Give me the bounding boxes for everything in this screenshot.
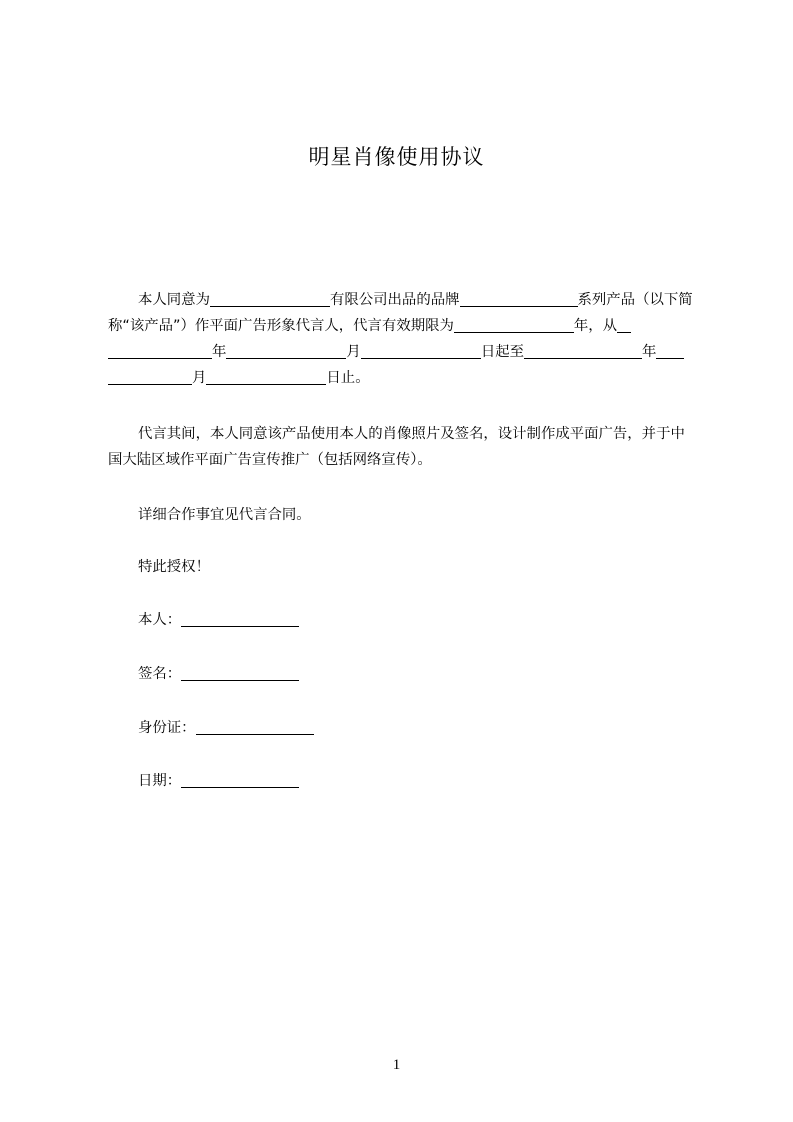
id-label: 身份证： — [138, 720, 196, 736]
date-label: 日期： — [138, 773, 182, 789]
person-label: 本人： — [138, 612, 182, 628]
date-field — [138, 768, 299, 794]
end-month-blank-a — [656, 342, 684, 359]
start-day-blank — [361, 342, 481, 359]
id-field — [138, 715, 314, 741]
end-day-blank — [206, 368, 326, 385]
start-month-blank — [226, 342, 346, 359]
authorization-paragraph: 本人同意为 有限公司出品的品牌 系列产品（以下简称“该产品”）作平面广告形象代言人，代言有效期限为 年，从年 月 日起至 年月 日止。 — [108, 292, 693, 386]
document-title: 明星肖像使用协议 — [308, 145, 485, 169]
cooperation-note: 详细合作事宜见代言合同。 — [138, 507, 311, 523]
authorization-closing: 特此授权！ — [138, 559, 210, 575]
start-year-blank-a — [617, 316, 631, 333]
end-year-blank — [524, 342, 642, 359]
duration-blank — [454, 316, 574, 333]
usage-paragraph: 代言其间，本人同意该产品使用本人的肖像照片及签名，设计制作成平面广告，并于中国大陆区域作平面广告宣传推广（包括网络宣传）。 — [108, 426, 685, 468]
start-year-blank — [108, 342, 212, 359]
person-field — [138, 607, 299, 633]
end-month-blank — [108, 368, 192, 385]
signature-label: 签名： — [138, 666, 182, 682]
id-blank — [196, 718, 314, 735]
company-blank — [210, 290, 330, 307]
signature-blank — [181, 664, 299, 681]
date-blank — [181, 771, 299, 788]
signature-field — [138, 661, 299, 687]
brand-blank — [460, 290, 578, 307]
person-blank — [181, 610, 299, 627]
page-number: 1 — [392, 1057, 401, 1073]
